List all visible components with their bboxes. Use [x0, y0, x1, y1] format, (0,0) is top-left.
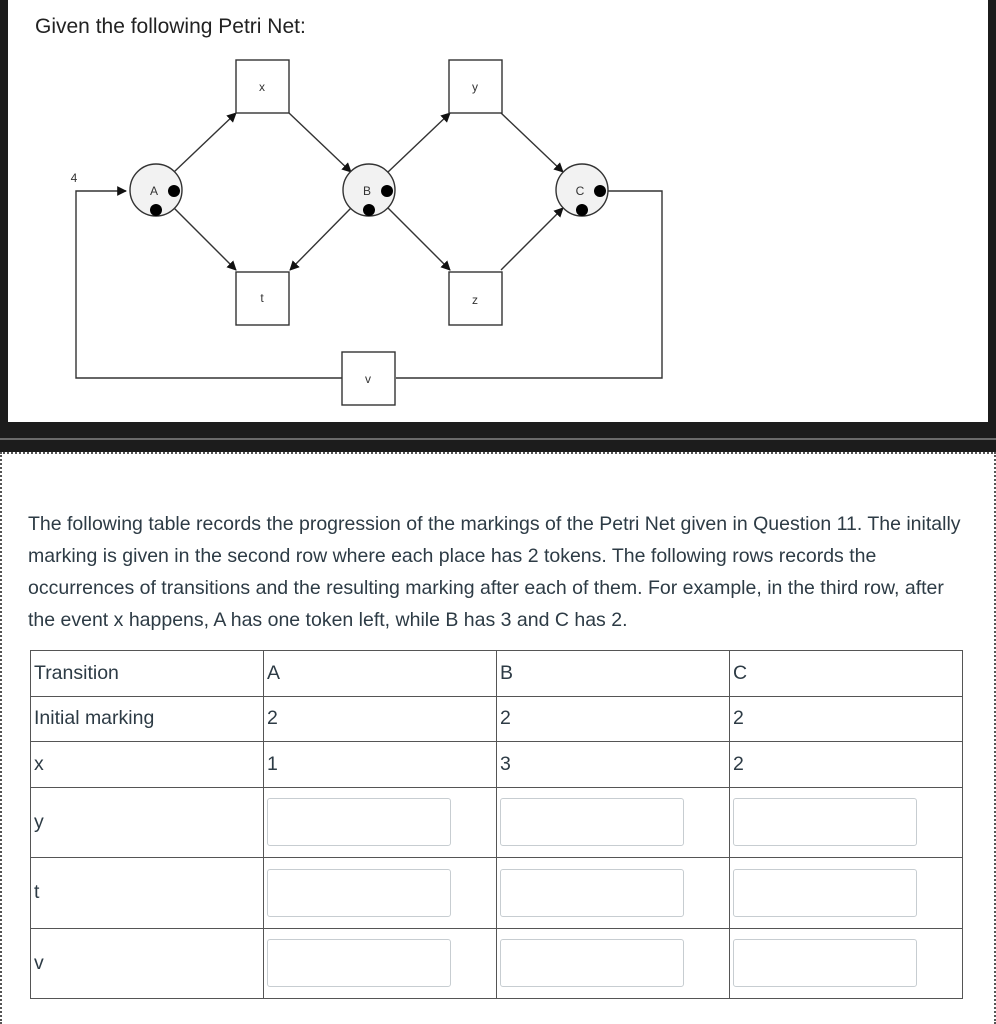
- transition-label-t: t: [260, 291, 264, 305]
- answer-input-y-c[interactable]: [733, 798, 917, 846]
- place-label-c: C: [575, 184, 585, 198]
- question-panel: [8, 0, 988, 422]
- table-row: [31, 858, 963, 929]
- arc-a-t: [174, 208, 236, 270]
- place-label-b: B: [362, 184, 372, 198]
- token: [168, 185, 180, 197]
- token: [150, 204, 162, 216]
- column-header: A: [264, 651, 497, 697]
- arc-z-c: [501, 208, 563, 270]
- marking-cell-a: 1: [264, 742, 497, 788]
- place-label-a: A: [149, 184, 159, 198]
- answer-cell-b: [497, 858, 730, 929]
- answer-cell-c: [730, 928, 963, 999]
- token: [381, 185, 393, 197]
- answer-input-t-b[interactable]: [500, 869, 684, 917]
- table-row: [31, 696, 963, 742]
- marking-cell-b: 2: [497, 696, 730, 742]
- table-header-row: [31, 651, 963, 697]
- arc-b-t: [290, 208, 351, 270]
- answer-cell-a: [264, 858, 497, 929]
- transition-cell: x: [31, 742, 264, 788]
- answer-input-v-a[interactable]: [267, 939, 451, 987]
- arc-y-c: [501, 113, 563, 172]
- arc-weight-label: 4: [70, 171, 78, 185]
- column-header: Transition: [31, 651, 264, 697]
- answer-input-y-a[interactable]: [267, 798, 451, 846]
- answer-input-t-a[interactable]: [267, 869, 451, 917]
- column-header: B: [497, 651, 730, 697]
- transition-label-x: x: [259, 80, 265, 94]
- marking-cell-c: 2: [730, 696, 963, 742]
- marking-cell-b: 3: [497, 742, 730, 788]
- question-title: Given the following Petri Net:: [35, 15, 306, 38]
- transition-cell: v: [31, 928, 264, 999]
- column-header: C: [730, 651, 963, 697]
- arc-x-b: [289, 113, 351, 172]
- marking-table: [30, 650, 963, 999]
- answer-cell-b: [497, 787, 730, 858]
- arc-b-y: [388, 113, 450, 172]
- transition-label-z: z: [472, 293, 478, 307]
- token: [363, 204, 375, 216]
- transition-cell: Initial marking: [31, 696, 264, 742]
- answer-input-v-b[interactable]: [500, 939, 684, 987]
- answer-cell-c: [730, 787, 963, 858]
- answer-cell-a: [264, 787, 497, 858]
- arc-v-a: [76, 191, 342, 378]
- answer-input-t-c[interactable]: [733, 869, 917, 917]
- arc-b-z: [388, 208, 450, 270]
- arc-c-v: [396, 191, 662, 378]
- answer-cell-a: [264, 928, 497, 999]
- marking-cell-c: 2: [730, 742, 963, 788]
- transition-label-v: v: [365, 372, 371, 386]
- table-row: [31, 928, 963, 999]
- panel-divider: [0, 438, 996, 440]
- table-row: [31, 787, 963, 858]
- token: [576, 204, 588, 216]
- answer-cell-b: [497, 928, 730, 999]
- transition-label-y: y: [472, 80, 478, 94]
- answer-input-v-c[interactable]: [733, 939, 917, 987]
- transition-cell: y: [31, 787, 264, 858]
- answer-cell-c: [730, 858, 963, 929]
- arc-a-x: [174, 113, 236, 172]
- question-description: The following table records the progression of the markings of the Petri Net given in Question 11. The initally marking is given in the second row where each place has 2 tokens. The following rows records the occurrences of transitions and the resulting marking after each of them. For example, in the third row, after the event x happens, A has one token left, while B has 3 and C has 2.: [28, 513, 961, 631]
- petri-net-diagram: [8, 0, 988, 422]
- token: [594, 185, 606, 197]
- transition-cell: t: [31, 858, 264, 929]
- marking-cell-a: 2: [264, 696, 497, 742]
- answer-input-y-b[interactable]: [500, 798, 684, 846]
- table-row: [31, 742, 963, 788]
